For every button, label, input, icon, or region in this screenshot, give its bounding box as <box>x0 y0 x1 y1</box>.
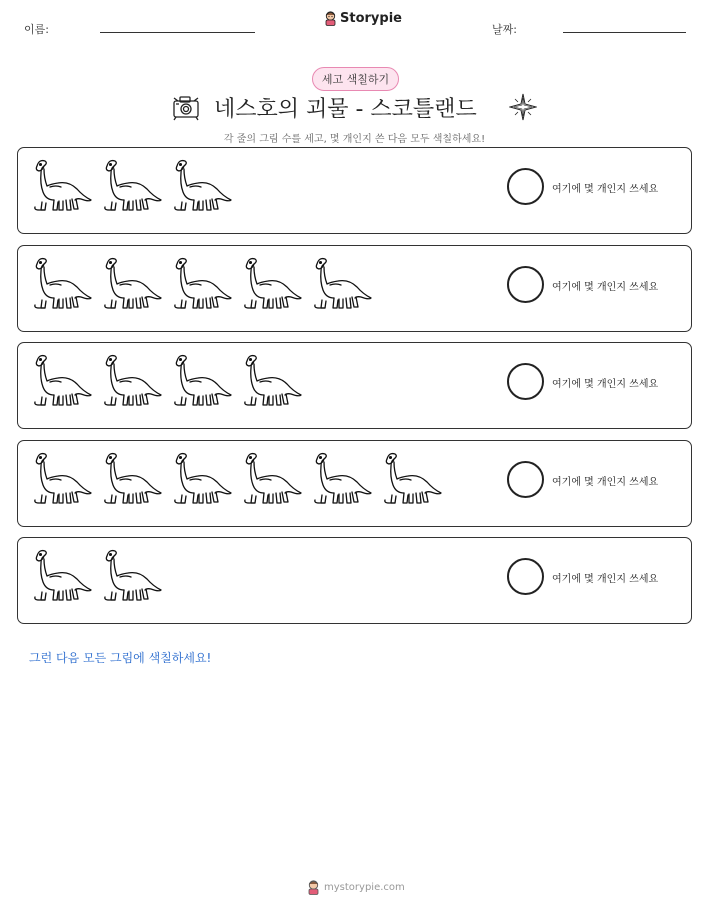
answer-label: 여기에 몇 개인지 쓰세요 <box>552 379 659 390</box>
date-line[interactable] <box>563 32 686 33</box>
footer-site[interactable] <box>307 880 405 895</box>
answer-label: 여기에 몇 개인지 쓰세요 <box>552 477 659 488</box>
answer-circle[interactable] <box>507 461 544 498</box>
answer-circle[interactable] <box>507 558 544 595</box>
count-row-4 <box>17 440 692 527</box>
count-row-3 <box>17 342 692 429</box>
dinosaur-icon[interactable] <box>101 156 171 218</box>
dinosaur-group <box>31 254 381 316</box>
dinosaur-group <box>31 546 171 608</box>
sparkle-icon <box>509 93 537 121</box>
dinosaur-icon[interactable] <box>311 254 381 316</box>
answer-circle[interactable] <box>507 363 544 400</box>
dinosaur-icon[interactable] <box>241 449 311 511</box>
dinosaur-icon[interactable] <box>171 254 241 316</box>
dinosaur-icon[interactable] <box>101 254 171 316</box>
dinosaur-icon[interactable] <box>31 351 101 413</box>
dinosaur-icon[interactable] <box>101 351 171 413</box>
answer-label: 여기에 몇 개인지 쓰세요 <box>552 282 659 293</box>
dinosaur-icon[interactable] <box>171 449 241 511</box>
camera-icon <box>171 93 201 121</box>
brand <box>324 11 402 26</box>
dinosaur-icon[interactable] <box>31 449 101 511</box>
dinosaur-icon[interactable] <box>241 351 311 413</box>
site-url: mystorypie.com <box>324 882 405 893</box>
name-label: 이름: <box>24 23 49 36</box>
dinosaur-icon[interactable] <box>101 546 171 608</box>
page-title: 네스호의 괴물 - 스코틀랜드 <box>214 97 477 122</box>
answer-circle[interactable] <box>507 168 544 205</box>
storypie-logo-icon <box>324 11 337 26</box>
dinosaur-icon[interactable] <box>31 254 101 316</box>
name-line[interactable] <box>100 32 255 33</box>
coloring-instruction: 그런 다음 모든 그림에 색칠하세요! <box>29 651 212 665</box>
dinosaur-group <box>31 351 311 413</box>
dinosaur-icon[interactable] <box>311 449 381 511</box>
instructions: 각 줄의 그림 수를 세고, 몇 개인지 쓴 다음 모두 색칠하세요! <box>223 134 486 145</box>
brand-name: Storypie <box>340 11 402 26</box>
answer-label: 여기에 몇 개인지 쓰세요 <box>552 574 659 585</box>
count-row-5 <box>17 537 692 624</box>
dinosaur-icon[interactable] <box>101 449 171 511</box>
activity-badge: 세고 색칠하기 <box>312 67 399 91</box>
dinosaur-icon[interactable] <box>241 254 311 316</box>
dinosaur-icon[interactable] <box>171 351 241 413</box>
answer-label: 여기에 몇 개인지 쓰세요 <box>552 184 659 195</box>
storypie-logo-icon <box>307 880 320 895</box>
dinosaur-icon[interactable] <box>171 156 241 218</box>
count-row-1 <box>17 147 692 234</box>
count-row-2 <box>17 245 692 332</box>
dinosaur-group <box>31 449 451 511</box>
dinosaur-icon[interactable] <box>381 449 451 511</box>
answer-circle[interactable] <box>507 266 544 303</box>
date-label: 날짜: <box>492 23 517 36</box>
dinosaur-icon[interactable] <box>31 156 101 218</box>
dinosaur-group <box>31 156 241 218</box>
dinosaur-icon[interactable] <box>31 546 101 608</box>
